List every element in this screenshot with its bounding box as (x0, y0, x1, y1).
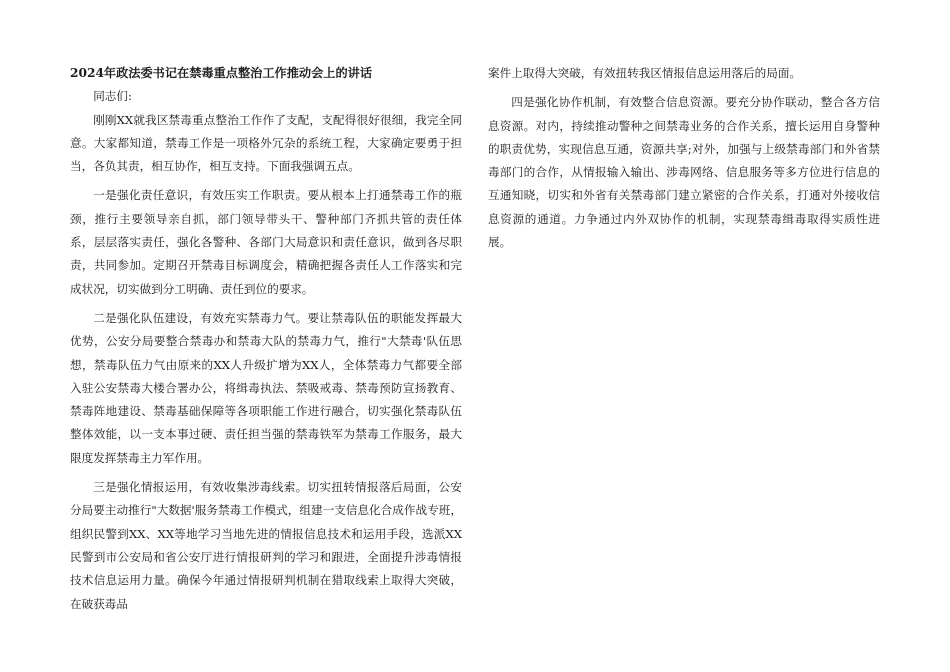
paragraph-point-2: 二是强化队伍建设，有效充实禁毒力气。要让禁毒队伍的职能发挥最大优势，公安分局要整合禁毒办和禁毒大队的禁毒力气，推行"大禁毒'队伍思想，禁毒队伍力气由原来的XX人升级扩增为XX人，全体禁毒力气都要全部入驻公安禁毒大楼合署办公，将缉毒执法、禁吸戒毒、禁毒预防宣扬教育、禁毒阵地建设、禁毒基础保障等各项职能工作进行融合，切实强化禁毒队伍整体效能，以一支本事过硬、责任担当强的禁毒铁军为禁毒工作服务，最大限度发挥禁毒主力军作用。 (70, 310, 462, 465)
left-column (70, 62, 462, 616)
greeting: 同志们: (93, 89, 132, 104)
paragraph-continuation: 案件上取得大突破，有效扭转我区情报信息运用落后的局面。 (488, 66, 802, 80)
paragraph-point-3: 三是强化情报运用，有效收集涉毒线索。切实扭转情报落后局面，公安分局要主动推行"大数据'服务禁毒工作模式，组建一支信息化合成作战专班，组织民警到XX、XX等地学习当地先进的情报信息技术和运用手段，选派XX民警到市公安局和省公安厅进行情报研判的学习和跟进，全面提升涉毒情报技术信息运用力量。确保今年通过情报研判机制在猎取线索上取得大突破，在破获毒品 (70, 480, 462, 611)
document-title: 2024年政法委书记在禁毒重点整治工作推动会上的讲话 (70, 66, 373, 80)
paragraph-point-4: 四是强化协作机制，有效整合信息资源。要充分协作联动，整合各方信息资源。对内，持续推动警种之间禁毒业务的合作关系，擅长运用自身警种的职责优势，实现信息互通，资源共享;对外，加强与上级禁毒部门和外省禁毒部门的合作，从情报输入输出、涉毒网络、信息服务等多方位进行信息的互通知晓，切实和外省有关禁毒部门建立紧密的合作关系，打通对外接收信息资源的通道。力争通过内外双协作的机制，实现禁毒缉毒取得实质性进展。 (488, 95, 880, 250)
paragraph-point-1: 一是强化责任意识，有效压实工作职责。要从根本上打通禁毒工作的瓶颈，推行主要领导亲自抓，部门领导带头干、警种部门齐抓共管的责任体系，层层落实责任，强化各警种、各部门大局意识和责任意识，做到各尽职责，共同参加。定期召开禁毒目标调度会，精确把握各责任人工作落实和完成状况，切实做到分工明确、责任到位的要求。 (70, 188, 462, 296)
right-column (488, 62, 880, 254)
paragraph-intro: 刚刚XX就我区禁毒重点整治工作作了支配，支配得很好很细，我完全同意。大家都知道，禁毒工作是一项格外冗杂的系统工程，大家确定要勇于担当，各负其责，相互协作，相互支持。下面我强调五点。 (70, 112, 462, 174)
